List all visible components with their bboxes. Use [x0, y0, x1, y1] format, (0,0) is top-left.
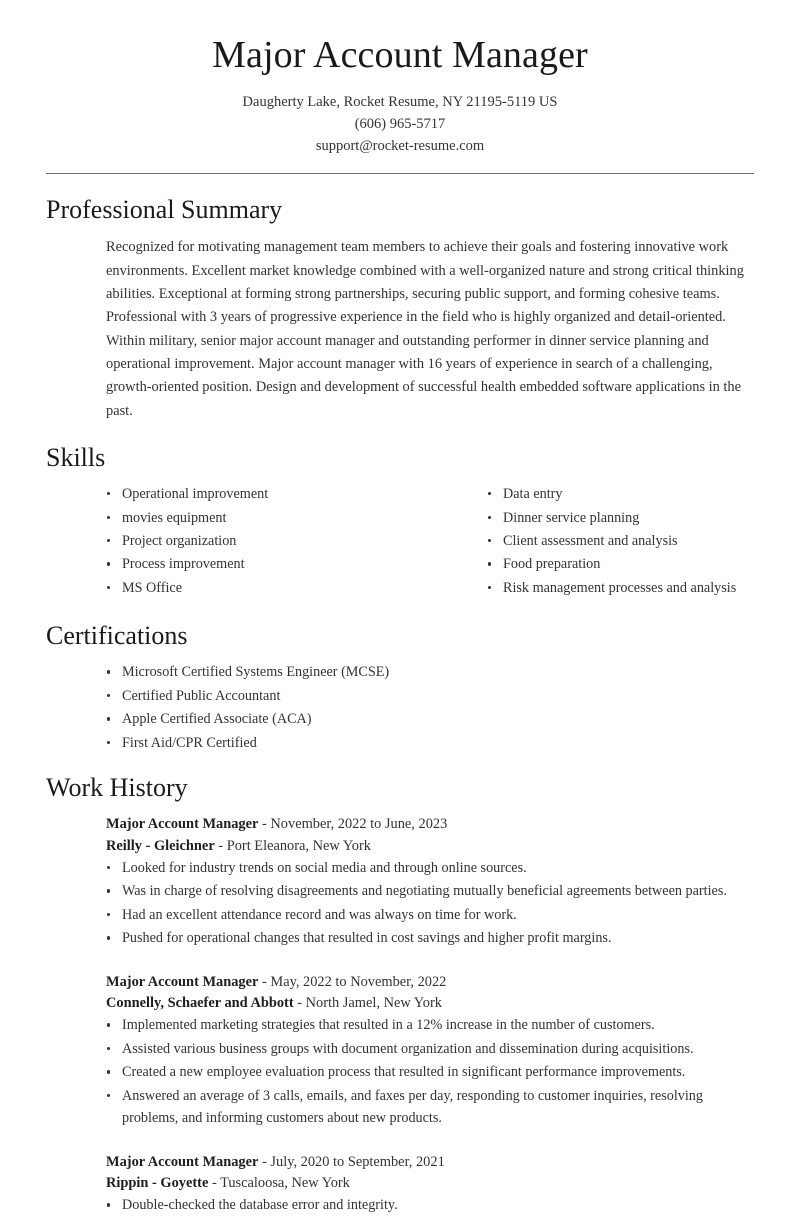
work-history-entry — [106, 814, 754, 949]
list-item: Created a new employee evaluation process that resulted in significant performance improvements. — [106, 1061, 754, 1083]
contact-phone: (606) 965-5717 — [354, 115, 446, 132]
job-company-location-separator: - — [208, 1174, 221, 1191]
job-title: Major Account Manager — [106, 1153, 259, 1170]
job-company-location-separator: - — [293, 995, 306, 1012]
list-item: Operational improvement — [106, 483, 430, 505]
certifications-list — [106, 661, 754, 754]
skills-list-right — [487, 483, 754, 599]
skills-column-right — [430, 483, 754, 600]
list-item: Pushed for operational changes that resulted in cost savings and higher profit margins. — [106, 927, 754, 949]
contact-address: Daugherty Lake, Rocket Resume, NY 21195-5119 US — [242, 93, 558, 110]
skills-columns — [106, 483, 754, 600]
job-title-line — [106, 1152, 754, 1173]
list-item: Double-checked the database error and integrity. — [106, 1194, 754, 1216]
section-certifications — [0, 620, 800, 754]
list-item: Risk management processes and analysis — [487, 577, 754, 599]
job-responsibilities-list — [106, 1014, 754, 1129]
list-item: First Aid/CPR Certified — [106, 732, 754, 754]
skills-list-left — [106, 483, 430, 599]
section-heading-certifications: Certifications — [46, 621, 188, 651]
job-responsibilities-list — [106, 1194, 754, 1216]
list-item: Data entry — [487, 483, 754, 505]
list-item: Answered an average of 3 calls, emails, and faxes per day, responding to customer inquiries, resolving problems, and informing customers about new products. — [106, 1085, 754, 1130]
job-title-date-separator: - — [258, 1153, 271, 1170]
section-work-history — [0, 772, 800, 1216]
list-item: Process improvement — [106, 553, 430, 575]
job-location: Port Eleanora, New York — [226, 837, 371, 854]
job-location: North Jamel, New York — [305, 995, 442, 1012]
list-item: Apple Certified Associate (ACA) — [106, 708, 754, 730]
job-company: Connelly, Schaefer and Abbott — [106, 995, 294, 1012]
job-title-date-separator: - — [258, 816, 271, 833]
list-item: Assisted various business groups with document organization and dissemination during acquisitions. — [106, 1038, 754, 1060]
job-title-line — [106, 972, 754, 993]
job-company: Rippin - Goyette — [106, 1174, 209, 1191]
list-item: movies equipment — [106, 507, 430, 529]
job-responsibilities-list — [106, 857, 754, 950]
job-company-line — [106, 836, 754, 857]
job-company-location-separator: - — [214, 837, 227, 854]
list-item: Food preparation — [487, 553, 754, 575]
list-item: Project organization — [106, 530, 430, 552]
job-location: Tuscaloosa, New York — [220, 1174, 350, 1191]
skills-column-left — [106, 483, 430, 600]
contact-email: support@rocket-resume.com — [315, 137, 485, 154]
work-history-entry — [106, 972, 754, 1130]
header-divider — [46, 173, 754, 174]
professional-summary-text: Recognized for motivating management team members to achieve their goals and fostering innovative work environments. Excellent market knowledge combined with a well-organized nature and strong critical thinking abilities. Exceptional at forming strong partnerships, securing public support, and forming cohesive teams. Professional with 3 years of progressive experience in the field who is highly organized and detail-oriented. Within military, senior major account manager and outstanding performer in dinner service planning and operational improvement. Major account manager with 16 years of experience in search of a challenging, growth-oriented position. Design and development of successful health embedded software applications in the past. — [106, 239, 744, 419]
job-dates: July, 2020 to September, 2021 — [270, 1153, 445, 1170]
list-item: Implemented marketing strategies that resulted in a 12% increase in the number of customers. — [106, 1014, 754, 1036]
work-history-entry — [106, 1152, 754, 1217]
job-title-date-separator: - — [258, 973, 271, 990]
list-item: Dinner service planning — [487, 507, 754, 529]
section-heading-skills: Skills — [46, 442, 106, 472]
job-title: Major Account Manager — [106, 973, 259, 990]
resume-header — [0, 0, 800, 174]
section-heading-work-history: Work History — [46, 773, 188, 803]
work-history-list — [106, 814, 754, 1216]
job-title-line — [106, 814, 754, 835]
job-dates: November, 2022 to June, 2023 — [270, 816, 448, 833]
job-company-line — [106, 993, 754, 1014]
list-item: Microsoft Certified Systems Engineer (MCSE) — [106, 661, 754, 683]
job-company-line — [106, 1173, 754, 1194]
job-title: Major Account Manager — [106, 816, 259, 833]
job-dates: May, 2022 to November, 2022 — [270, 973, 447, 990]
list-item: Looked for industry trends on social media and through online sources. — [106, 857, 754, 879]
job-company: Reilly - Gleichner — [106, 837, 215, 854]
list-item: MS Office — [106, 577, 430, 599]
section-heading-professional-summary: Professional Summary — [46, 195, 283, 225]
list-item: Had an excellent attendance record and was always on time for work. — [106, 904, 754, 926]
section-professional-summary — [0, 194, 800, 423]
page-title: Major Account Manager — [212, 34, 588, 76]
list-item: Client assessment and analysis — [487, 530, 754, 552]
list-item: Certified Public Accountant — [106, 685, 754, 707]
list-item: Was in charge of resolving disagreements and negotiating mutually beneficial agreements between parties. — [106, 880, 754, 902]
section-skills — [0, 442, 800, 600]
